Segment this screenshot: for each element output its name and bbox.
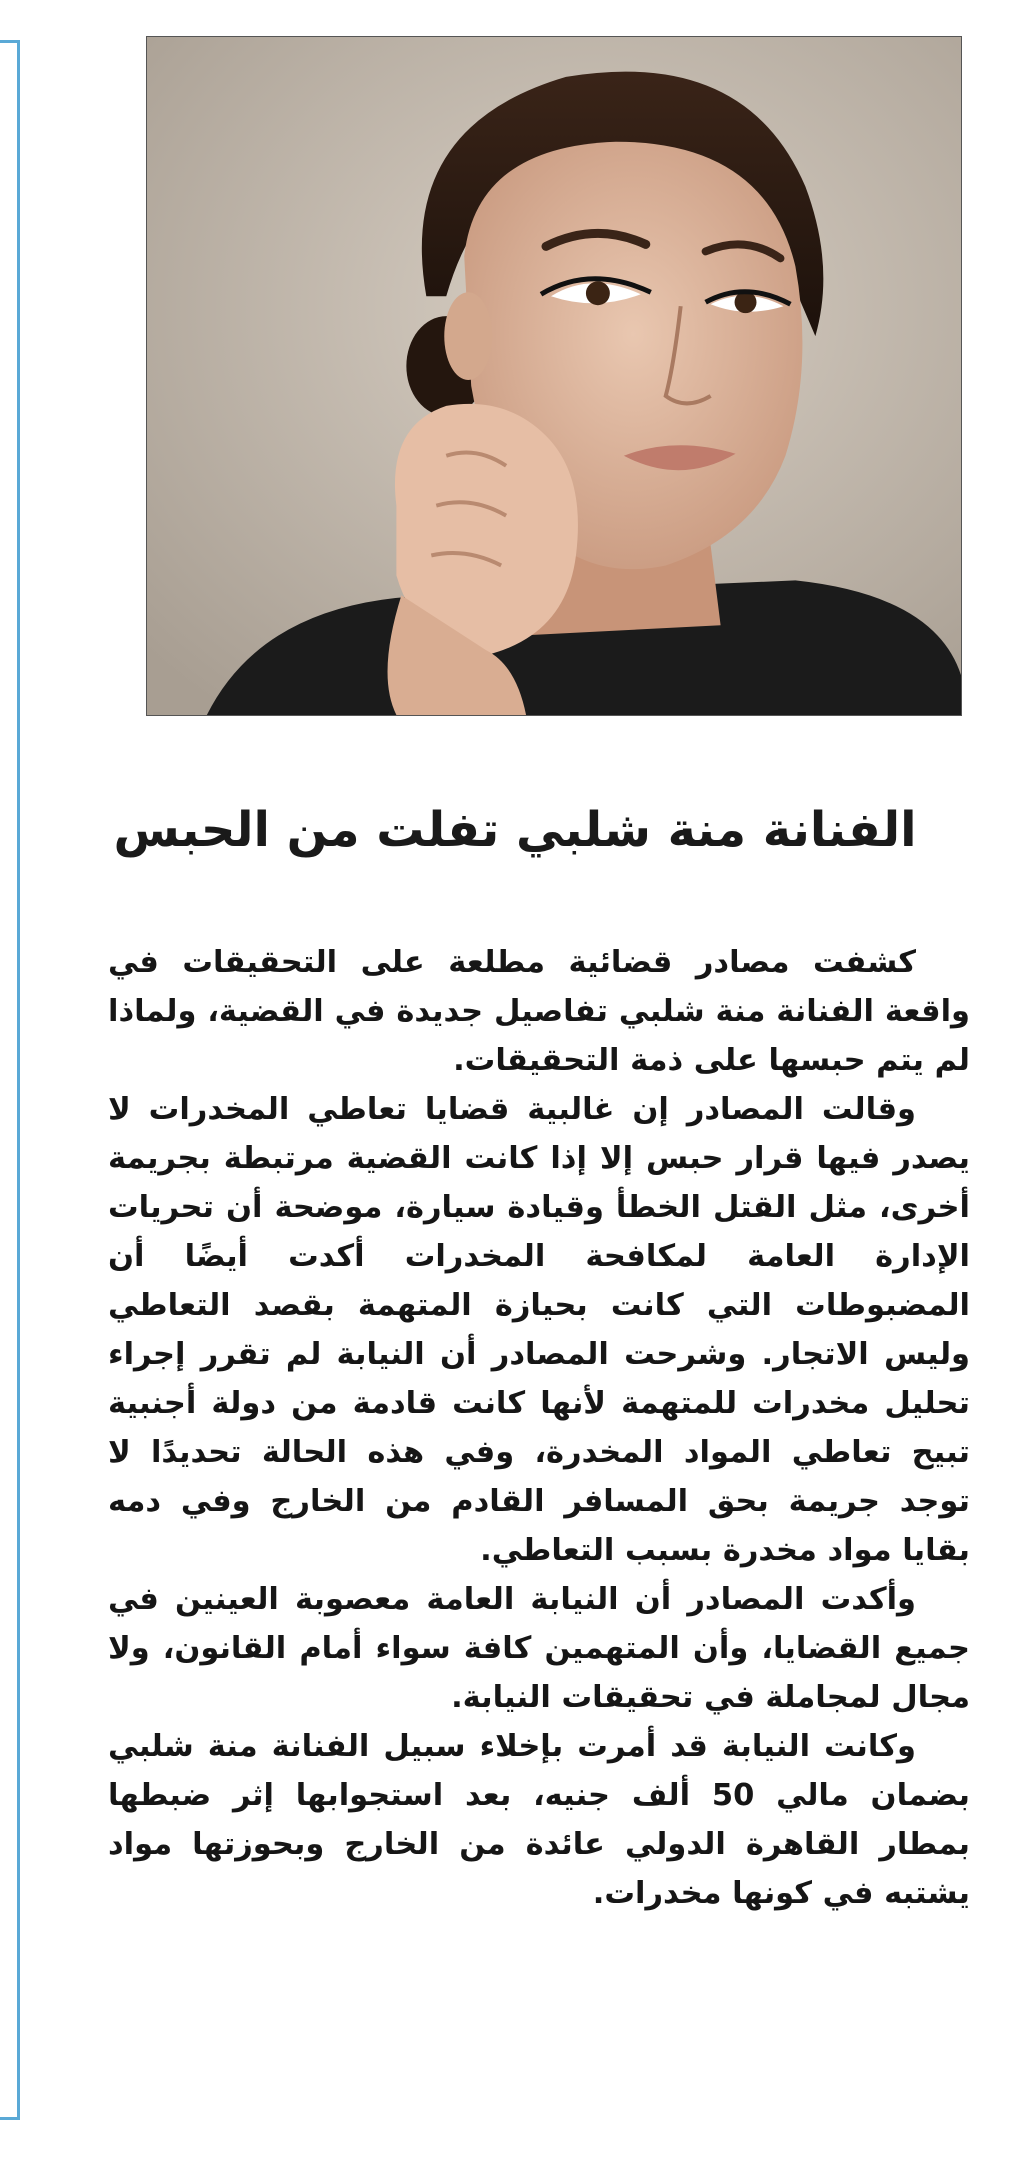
article-paragraph: وقالت المصادر إن غالبية قضايا تعاطي المخدرات لا يصدر فيها قرار حبس إلا إذا كانت القضية مرتبطة بجريمة أخرى، مثل القتل الخطأ وقيادة سيارة، موضحة أن تحريات الإدارة العامة لمكافحة المخدرات أكدت أيضًا أن المضبوطات التي كانت بحيازة المتهمة بقصد التعاطي وليس الاتجار. وشرحت المصادر أن النيابة لم تقرر إجراء تحليل مخدرات للمتهمة لأنها كانت قادمة من دولة أجنبية تبيح تعاطي المواد المخدرة، وفي هذه الحالة تحديدًا لا توجد جريمة بحق المسافر القادم من الخارج وفي دمه بقايا مواد مخدرة بسبب التعاطي. [108, 1092, 970, 1568]
article-paragraph: كشفت مصادر قضائية مطلعة على التحقيقات في واقعة الفنانة منة شلبي تفاصيل جديدة في القضية، ولماذا لم يتم حبسها على ذمة التحقيقات. [108, 945, 970, 1078]
article-paragraph: وكانت النيابة قد أمرت بإخلاء سبيل الفنانة منة شلبي بضمان مالي 50 ألف جنيه، بعد استجوابها إثر ضبطها بمطار القاهرة الدولي عائدة من الخارج وبحوزتها مواد يشتبه في كونها مخدرات. [108, 1729, 970, 1911]
portrait-illustration [147, 37, 961, 715]
article-headline: الفنانة منة شلبي تفلت من الحبس [113, 802, 917, 858]
article-paragraph: وأكدت المصادر أن النيابة العامة معصوبة العينين في جميع القضايا، وأن المتهمين كافة سواء أمام القانون، ولا مجال لمجاملة في تحقيقات النيابة. [108, 1582, 970, 1715]
sidebar-accent-rule [0, 40, 20, 2120]
article-photo [146, 36, 962, 716]
article-body [108, 938, 970, 1918]
